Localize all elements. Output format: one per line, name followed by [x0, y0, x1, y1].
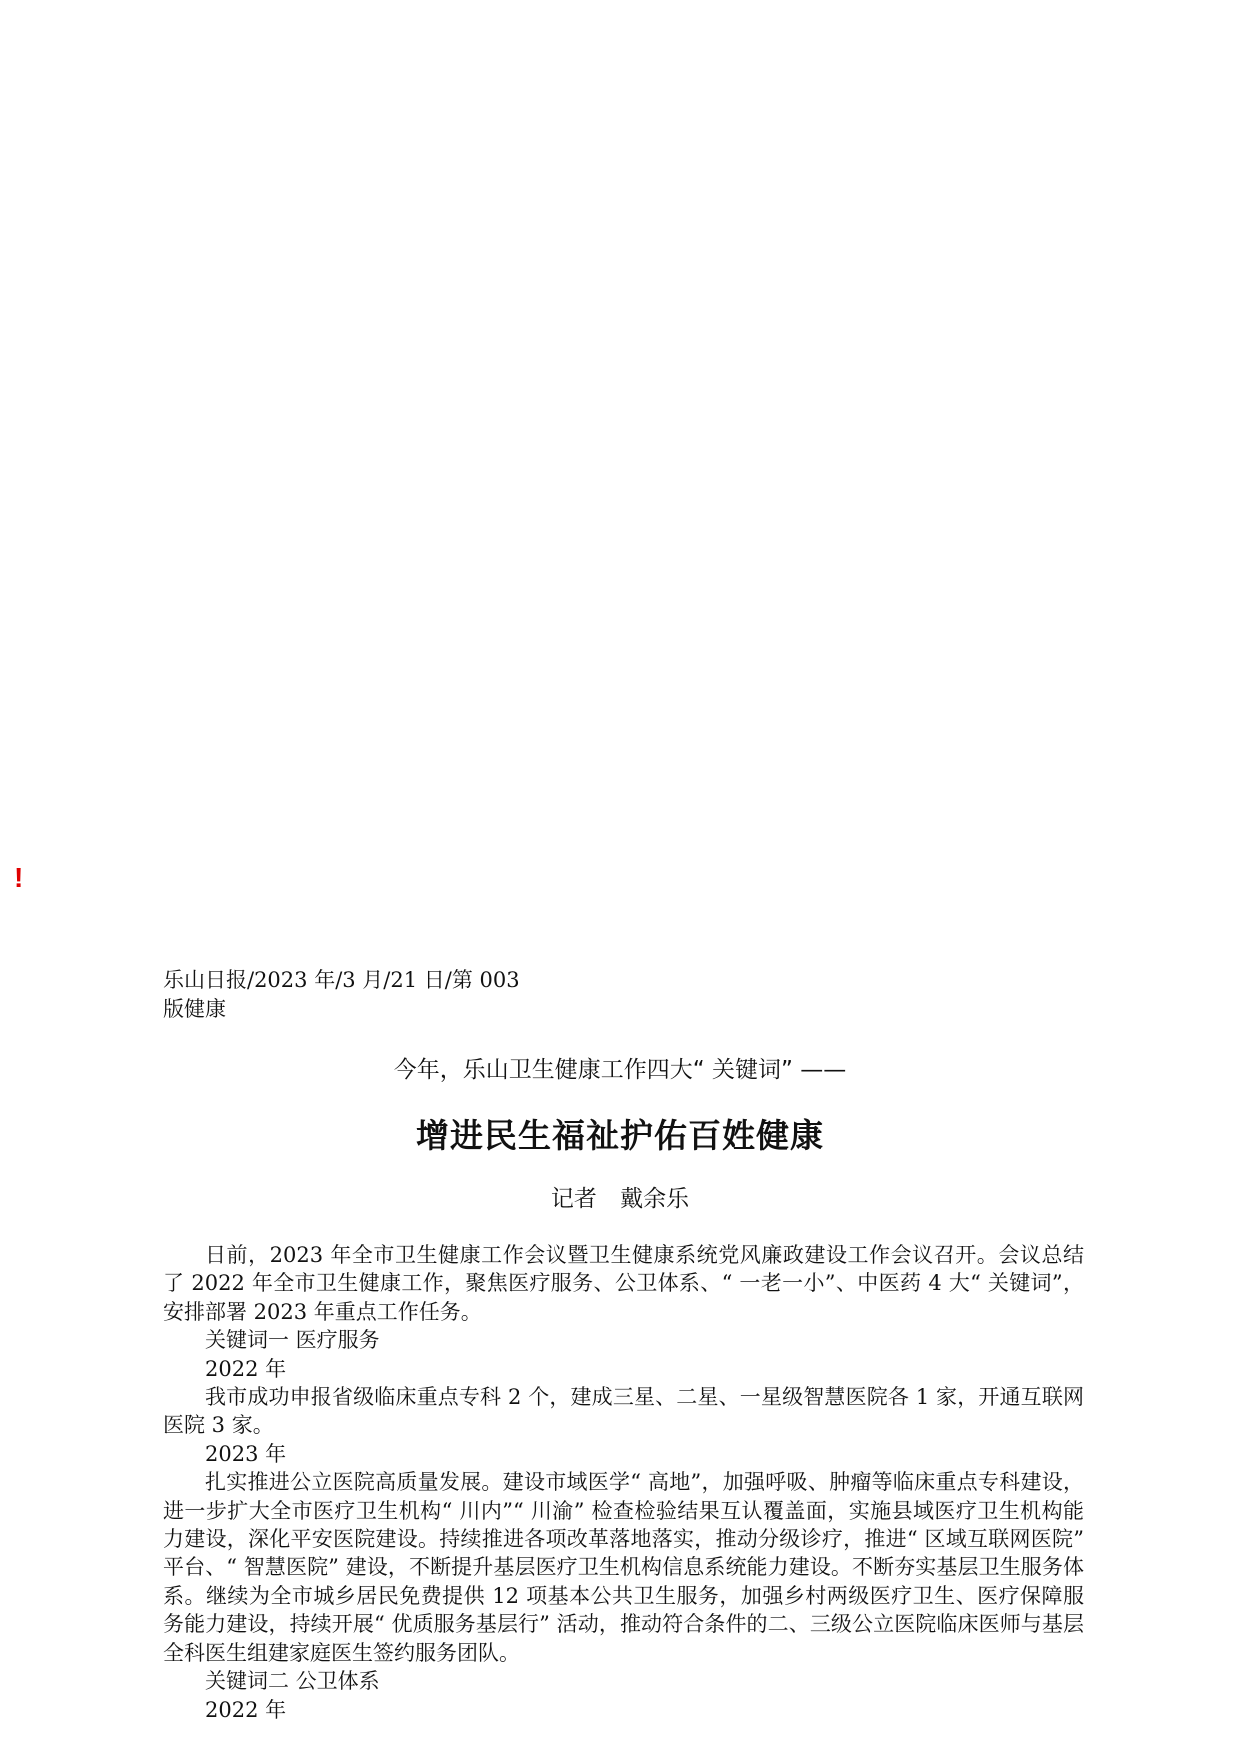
- source-line-2: 版健康: [163, 997, 226, 1021]
- section-heading: 关键词二 公卫体系: [205, 1669, 380, 1694]
- alert-mark: !: [14, 862, 24, 893]
- year-heading: 2022 年: [205, 1697, 287, 1722]
- section-heading: 关键词一 医疗服务: [205, 1328, 380, 1353]
- article-byline: 记者 戴余乐: [550, 1186, 690, 1212]
- paragraph: 我市成功申报省级临床重点专科 2 个，建成三星、二星、一星级智慧医院各 1 家，开通互联网医院 3 家。: [163, 1385, 1084, 1438]
- source-line-1: 乐山日报/2023 年/3 月/21 日/第 003: [163, 968, 520, 992]
- source-line: [163, 966, 563, 1024]
- year-heading: 2022 年: [205, 1356, 287, 1381]
- article-headline: 增进民生福祉护佑百姓健康: [416, 1116, 824, 1155]
- year-heading: 2023 年: [205, 1441, 287, 1466]
- article-kicker: 今年，乐山卫生健康工作四大“ 关键词” ——: [393, 1057, 847, 1083]
- paragraph-intro: 日前，2023 年全市卫生健康工作会议暨卫生健康系统党风廉政建设工作会议召开。会议总结了 2022 年全市卫生健康工作，聚焦医疗服务、公卫体系、“ 一老一小”、中医药 4 大“ 关键词”，安排部署 2023 年重点工作任务。: [163, 1243, 1084, 1324]
- article-body: [163, 1241, 1084, 1724]
- paragraph: 扎实推进公立医院高质量发展。建设市域医学“ 高地”，加强呼吸、肿瘤等临床重点专科建设，进一步扩大全市医疗卫生机构“ 川内”“ 川渝” 检查检验结果互认覆盖面，实施县域医疗卫生机构能力建设，深化平安医院建设。持续推进各项改革落地落实，推动分级诊疗，推进“ 区域互联网医院” 平台、“ 智慧医院” 建设，不断提升基层医疗卫生机构信息系统能力建设。不断夯实基层卫生服务体系。继续为全市城乡居民免费提供 12 项基本公共卫生服务，加强乡村两级医疗卫生、医疗保障服务能力建设，持续开展“ 优质服务基层行” 活动，推动符合条件的二、三级公立医院临床医师与基层全科医生组建家庭医生签约服务团队。: [163, 1470, 1084, 1665]
